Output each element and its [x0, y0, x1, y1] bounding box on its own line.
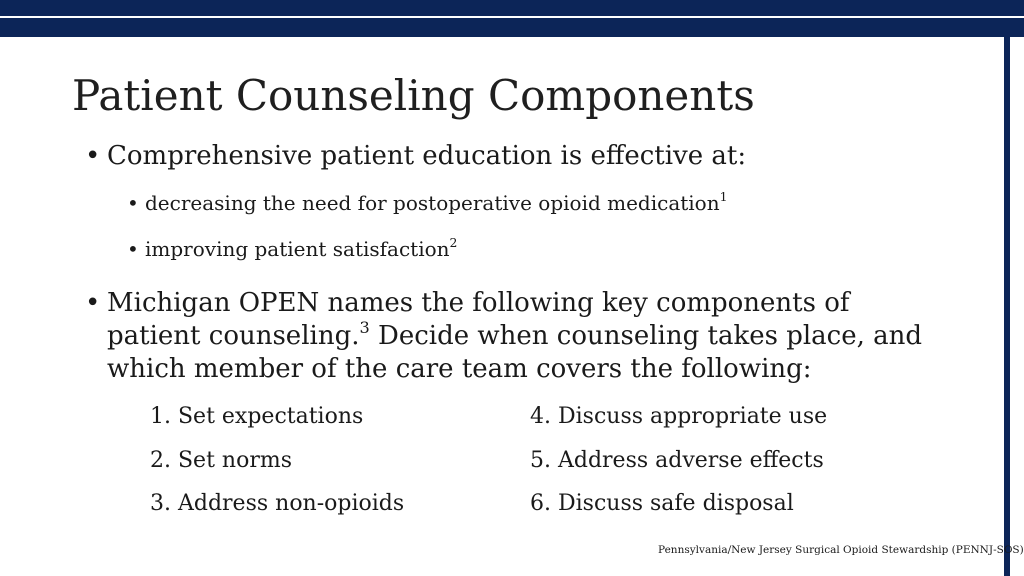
header-divider-line	[0, 16, 1024, 18]
component-safe-disposal: 6. Discuss safe disposal	[530, 491, 794, 516]
bullet-text-part1: Michigan OPEN names the following key components of patient counseling.	[107, 288, 850, 351]
component-address-non-opioids: 3. Address non-opioids	[150, 491, 405, 516]
citation-ref: 2	[449, 235, 458, 251]
component-set-expectations: 1. Set expectations	[150, 404, 364, 429]
slide-title: Patient Counseling Components	[72, 71, 755, 120]
citation-ref: 1	[719, 189, 728, 205]
component-adverse-effects: 5. Address adverse effects	[530, 448, 824, 473]
bullet-text-part2: Decide when counseling takes place, and which member of the care team covers the following:	[107, 321, 923, 384]
sub-bullet-text: decreasing the need for postoperative opioid medication	[145, 191, 720, 215]
component-appropriate-use: 4. Discuss appropriate use	[530, 404, 828, 429]
component-set-norms: 2. Set norms	[150, 448, 292, 473]
bullet-education: • Comprehensive patient education is effective at:	[107, 140, 746, 173]
sub-bullet-opioid-need	[145, 190, 728, 216]
sub-bullet-text: improving patient satisfaction	[145, 237, 450, 261]
sub-bullet-satisfaction	[145, 236, 457, 262]
header-bar	[0, 0, 1024, 37]
footer-organization: Pennsylvania/New Jersey Surgical Opioid Stewardship (PENNJ-SOS)	[658, 544, 1024, 556]
bullet-michigan-open	[107, 287, 937, 386]
citation-ref: 3	[359, 317, 370, 337]
right-edge-bar	[1004, 37, 1010, 576]
